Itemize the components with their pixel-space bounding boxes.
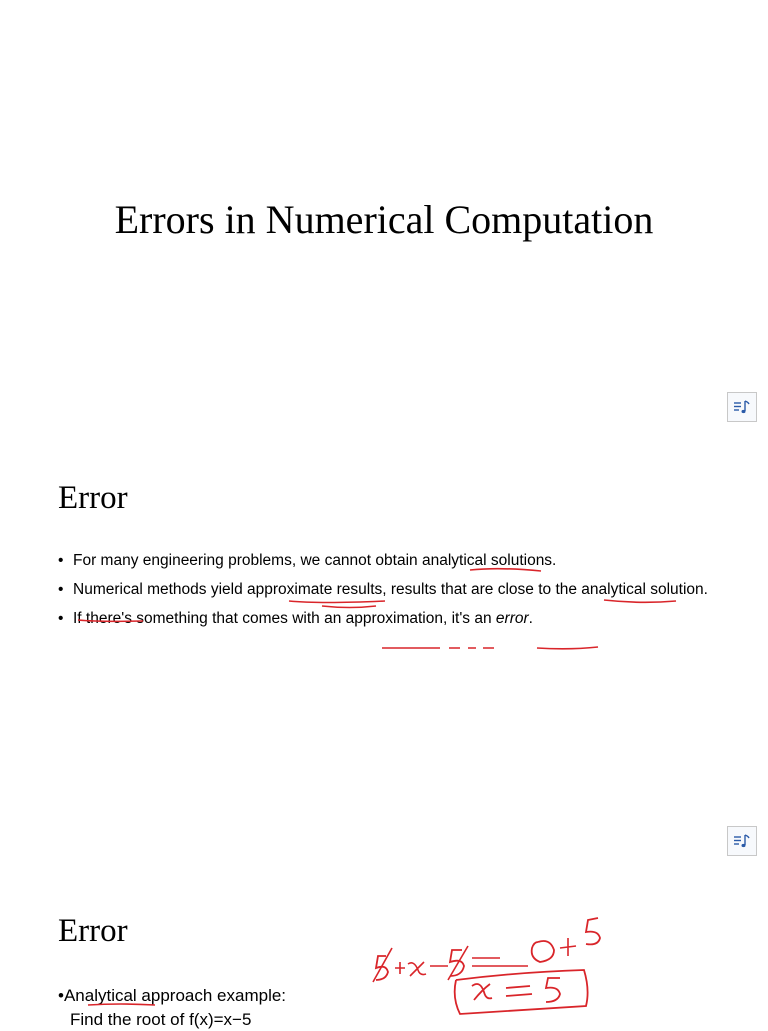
list-item (58, 551, 710, 571)
bullet-text: results, results that are (332, 581, 498, 598)
bullet-text: , it's an (442, 610, 496, 627)
bullet-text: For many engineering problems, we cannot obtain (73, 552, 422, 569)
bullet-list (58, 551, 710, 638)
bullet-keyword: approximation (345, 610, 443, 627)
audio-note-icon (733, 399, 751, 415)
list-item (58, 580, 710, 600)
bullet-keyword: approximate (247, 581, 333, 598)
audio-note-icon (733, 833, 751, 849)
bullet-dot: • (58, 581, 64, 598)
example-line: •Analytical approach example: (58, 986, 287, 1005)
bullet-text: solutions. (486, 552, 557, 569)
audio-playback-button[interactable] (727, 826, 757, 856)
slide-title: Errors in Numerical Computation (114, 197, 654, 242)
example-line: Find the root of f(x)=x−5 (70, 1010, 252, 1029)
list-item (58, 609, 710, 629)
bullet-dot: • (58, 610, 64, 627)
audio-playback-button[interactable] (727, 392, 757, 422)
bullet-keyword: close to (497, 581, 552, 598)
bullet-text: . (528, 610, 533, 627)
bullet-text: If there's something that comes with an (73, 610, 346, 627)
bullet-dot: • (58, 552, 64, 569)
slide-heading: Error (58, 913, 128, 949)
bullet-emphasis: error (495, 610, 529, 627)
bullet-keyword: analytical (421, 552, 487, 569)
bullet-text: the analytical solution. (551, 581, 708, 598)
bullet-text: Numerical methods yield (73, 581, 248, 598)
slide-heading: Error (58, 480, 128, 516)
